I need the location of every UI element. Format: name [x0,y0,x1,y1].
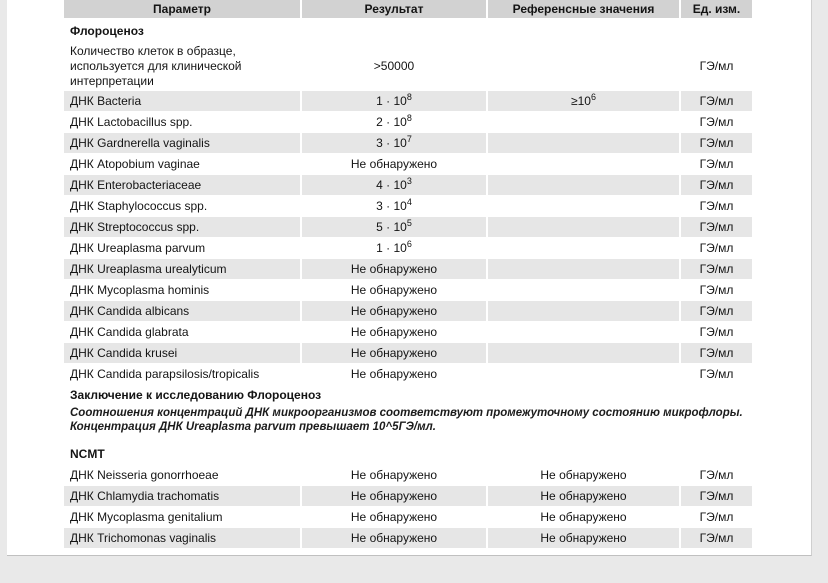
unit-cell: ГЭ/мл [681,507,752,527]
reference-exponent: 6 [590,92,596,102]
conclusion-text: Соотношения концентраций ДНК микроорганизмов соответствуют промежуточному состоянию микрофлоры. Концентрация ДНК Ureaplasma parvum превышает 10^5ГЭ/мл. [70,407,743,433]
result-exponent: 4 [406,197,412,207]
unit-cell: ГЭ/мл [681,465,752,485]
reference-cell [488,42,679,90]
unit-cell: ГЭ/мл [681,42,752,90]
table-header-row [64,0,752,18]
param-cell: Количество клеток в образце, используется для клинической интерпретации [64,42,300,90]
unit-cell: ГЭ/мл [681,238,752,258]
result-cell: Не обнаружено [302,486,486,506]
reference-cell [488,301,679,321]
result-cell: >50000 [302,42,486,90]
reference-cell: $\ge 10^6$ [488,91,679,111]
param-cell: ДНК Candida krusei [64,343,300,363]
table-row [64,154,752,174]
result-exponent: 8 [406,92,412,102]
column-header-result: Результат [302,0,486,18]
table-row [64,301,752,321]
param-cell: ДНК Neisseria gonorrhoeae [64,465,300,485]
lab-results-table [64,0,752,549]
table-row [64,259,752,279]
reference-cell [488,280,679,300]
column-header-units: Ед. изм. [681,0,752,18]
param-cell: ДНК Trichomonas vaginalis [64,528,300,548]
section-title: NCMT [64,445,752,464]
section-title: Флороценоз [64,22,752,41]
result-cell: Не обнаружено [302,364,486,384]
param-cell: ДНК Enterobacteriaceae [64,175,300,195]
param-cell: ДНК Chlamydia trachomatis [64,486,300,506]
result-cell: Не обнаружено [302,280,486,300]
table-row [64,507,752,527]
param-cell: ДНК Candida parapsilosis/tropicalis [64,364,300,384]
result-cell: $2 \cdot 10^8$ [302,112,486,132]
column-header-parameter: Параметр [64,0,300,18]
table-row [64,465,752,485]
unit-cell: ГЭ/мл [681,91,752,111]
result-cell: Не обнаружено [302,343,486,363]
reference-cell [488,322,679,342]
table-row [64,196,752,216]
result-cell: Не обнаружено [302,465,486,485]
result-exponent: 3 [406,176,412,186]
unit-cell: ГЭ/мл [681,133,752,153]
param-cell: ДНК Lactobacillus spp. [64,112,300,132]
table-row [64,364,752,384]
table-row [64,91,752,111]
reference-cell [488,259,679,279]
unit-cell: ГЭ/мл [681,112,752,132]
table-row [64,486,752,506]
table-row [64,343,752,363]
table-row [64,175,752,195]
table-row [64,217,752,237]
reference-cell: Не обнаружено [488,507,679,527]
result-cell: $3 \cdot 10^7$ [302,133,486,153]
reference-cell [488,238,679,258]
result-exponent: 6 [406,239,412,249]
result-cell: $5 \cdot 10^5$ [302,217,486,237]
reference-cell [488,175,679,195]
unit-cell: ГЭ/мл [681,486,752,506]
result-cell: Не обнаружено [302,301,486,321]
reference-cell [488,217,679,237]
table-body [64,22,752,548]
result-cell: Не обнаружено [302,154,486,174]
unit-cell: ГЭ/мл [681,154,752,174]
param-cell: ДНК Staphylococcus spp. [64,196,300,216]
param-cell: ДНК Mycoplasma hominis [64,280,300,300]
param-cell: ДНК Atopobium vaginae [64,154,300,174]
unit-cell: ГЭ/мл [681,301,752,321]
reference-cell [488,154,679,174]
conclusion-title: Заключение к исследованию Флороценоз [70,388,322,402]
column-header-reference: Референсные значения [488,0,679,18]
unit-cell: ГЭ/мл [681,259,752,279]
unit-cell: ГЭ/мл [681,322,752,342]
param-cell: ДНК Candida glabrata [64,322,300,342]
table-row [64,238,752,258]
result-cell: $3 \cdot 10^4$ [302,196,486,216]
reference-cell [488,133,679,153]
result-cell: $1 \cdot 10^6$ [302,238,486,258]
table-row [64,528,752,548]
table-row [64,112,752,132]
table-row [64,42,752,90]
unit-cell: ГЭ/мл [681,175,752,195]
param-cell: ДНК Streptococcus spp. [64,217,300,237]
table-row [64,133,752,153]
unit-cell: ГЭ/мл [681,217,752,237]
unit-cell: ГЭ/мл [681,343,752,363]
param-cell: ДНК Candida albicans [64,301,300,321]
unit-cell: ГЭ/мл [681,528,752,548]
reference-cell [488,364,679,384]
reference-cell: Не обнаружено [488,465,679,485]
param-cell: ДНК Mycoplasma genitalium [64,507,300,527]
table-row [64,280,752,300]
reference-cell [488,112,679,132]
param-cell: ДНК Ureaplasma parvum [64,238,300,258]
result-exponent: 5 [406,218,412,228]
result-cell: Не обнаружено [302,259,486,279]
reference-cell: Не обнаружено [488,528,679,548]
result-exponent: 8 [406,113,412,123]
table-row [64,322,752,342]
reference-cell: Не обнаружено [488,486,679,506]
unit-cell: ГЭ/мл [681,280,752,300]
unit-cell: ГЭ/мл [681,196,752,216]
result-cell: Не обнаружено [302,322,486,342]
result-cell: $1 \cdot 10^8$ [302,91,486,111]
reference-cell [488,196,679,216]
reference-cell [488,343,679,363]
param-cell: ДНК Ureaplasma urealyticum [64,259,300,279]
report-page [7,0,812,556]
unit-cell: ГЭ/мл [681,364,752,384]
param-cell: ДНК Gardnerella vaginalis [64,133,300,153]
result-cell: Не обнаружено [302,528,486,548]
result-cell: Не обнаружено [302,507,486,527]
result-cell: $4 \cdot 10^3$ [302,175,486,195]
result-exponent: 7 [406,134,412,144]
param-cell: ДНК Bacteria [64,91,300,111]
